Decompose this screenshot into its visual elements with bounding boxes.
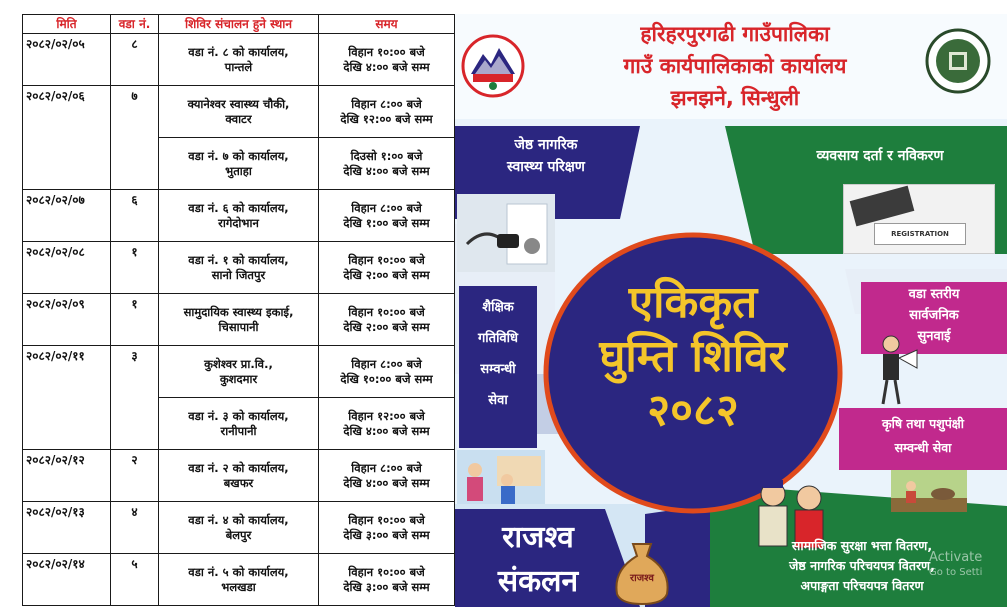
row-ward: २ (111, 450, 159, 502)
registration-label: REGISTRATION (874, 223, 966, 245)
camp-title-line1: एकिकृत (628, 277, 758, 328)
social-line3: अपाङ्गता परिचयपत्र वितरण (800, 578, 924, 593)
registration-photo (843, 184, 995, 254)
agriculture-box (839, 408, 1007, 470)
time-line1: विहान ८:०० बजे (351, 460, 422, 475)
place-line1: वडा नं. ५ को कार्यालय, (188, 564, 289, 579)
senior-health-box (461, 134, 631, 178)
place-line1: क्यानेश्वर स्वास्थ्य चौकी, (187, 96, 290, 111)
row-ward: १ (111, 294, 159, 346)
row-time (319, 294, 455, 346)
money-bag-label: राजश्व (630, 573, 654, 584)
time-line1: विहान १२:०० बजे (348, 408, 425, 423)
row-ward: ८ (111, 34, 159, 86)
watermark-line2: Go to Setti (929, 567, 983, 578)
speaker-figure-icon (869, 332, 921, 406)
public-hearing-line3: सुनवाई (917, 329, 951, 344)
camp-schedule-table (22, 14, 455, 606)
time-line1: दिउसो १:०० बजे (350, 148, 423, 163)
social-line2: जेष्ठ नागरिक परिचयपत्र वितरण, (789, 558, 935, 573)
row-date: २०८२/०२/०६ (23, 86, 111, 190)
row-place (159, 346, 319, 398)
place-line2: पान्तले (224, 59, 253, 74)
table-header-row (23, 15, 455, 34)
table-row (23, 554, 455, 606)
row-time (319, 554, 455, 606)
row-place (159, 398, 319, 450)
senior-health-line1: जेष्ठ नागरिक (514, 137, 578, 153)
camp-year: २०८२ (647, 385, 739, 436)
education-line3: सम्वन्धी (480, 362, 516, 377)
time-line1: विहान १०:०० बजे (348, 44, 425, 59)
place-line1: वडा नं. ४ को कार्यालय, (188, 512, 289, 527)
business-registration-title: व्यवसाय दर्ता र नविकरण (816, 148, 944, 164)
public-hearing-line1: वडा स्तरीय (908, 287, 960, 302)
place-line2: कुशदमार (219, 371, 258, 386)
row-time (319, 34, 455, 86)
time-line1: विहान १०:०० बजे (348, 564, 425, 579)
header-place: शिविर संचालन हुने स्थान (159, 15, 319, 34)
row-place (159, 242, 319, 294)
row-place (159, 294, 319, 346)
time-line1: विहान १०:०० बजे (348, 252, 425, 267)
office-location: झनझने, सिन्धुली (670, 86, 800, 110)
time-line2: देखि ४:०० बजे सम्म (343, 475, 430, 490)
revenue-collection-title (463, 516, 613, 604)
header-ward: वडा नं. (111, 15, 159, 34)
place-line2: भुताहा (225, 163, 252, 178)
time-line2: देखि ४:०० बजे सम्म (343, 163, 430, 178)
place-line2: रानीपानी (220, 423, 257, 438)
row-place (159, 190, 319, 242)
table-row (23, 502, 455, 554)
row-date: २०८२/०२/१३ (23, 502, 111, 554)
municipality-emblem-logo (461, 34, 525, 98)
place-line1: वडा नं. ६ को कार्यालय, (188, 200, 289, 215)
row-place (159, 554, 319, 606)
time-line1: विहान ८:०० बजे (351, 96, 422, 111)
row-time (319, 86, 455, 138)
activation-watermark (929, 550, 982, 580)
hand-pen-shape (850, 186, 915, 227)
row-ward: ४ (111, 502, 159, 554)
row-time (319, 346, 455, 398)
place-line2: बखफर (223, 475, 254, 490)
farming-photo (891, 470, 967, 512)
revenue-line2: संकलन (497, 564, 579, 599)
office-name: गाउँ कार्यपालिकाको कार्यालय (623, 54, 847, 78)
row-date: २०८२/०२/०९ (23, 294, 111, 346)
table-row (23, 242, 455, 294)
row-time (319, 450, 455, 502)
place-line2: रागेदोभान (218, 215, 259, 230)
row-place (159, 138, 319, 190)
place-line2: बेलपुर (225, 527, 252, 542)
school-children-photo (457, 450, 545, 504)
header-time: समय (319, 15, 455, 34)
place-line1: वडा नं. ७ को कार्यालय, (188, 148, 289, 163)
table-row (23, 34, 455, 86)
row-date: २०८२/०२/०७ (23, 190, 111, 242)
row-place (159, 86, 319, 138)
senior-health-line2: स्वास्थ्य परिक्षण (507, 159, 585, 175)
time-line2: देखि ३:०० बजे सम्म (343, 579, 430, 594)
place-line2: भलखडा (221, 579, 256, 594)
row-time (319, 398, 455, 450)
time-line2: देखि ४:०० बजे सम्म (343, 423, 430, 438)
social-line1: सामाजिक सुरक्षा भत्ता वितरण, (791, 538, 933, 553)
education-line1: शैक्षिक (482, 300, 514, 315)
place-line1: वडा नं. १ को कार्यालय, (188, 252, 289, 267)
round-seal-logo (925, 28, 991, 94)
watermark-line1: Activate (929, 550, 983, 565)
agriculture-line1: कृषि तथा पशुपंक्षी (881, 416, 965, 431)
row-time (319, 242, 455, 294)
place-line1: कुशेश्वर प्रा.वि., (204, 356, 273, 371)
time-line1: विहान १०:०० बजे (348, 304, 425, 319)
time-line2: देखि १०:०० बजे सम्म (340, 371, 433, 386)
agriculture-line2: सम्वन्धी सेवा (894, 440, 952, 455)
blood-pressure-photo (457, 194, 555, 272)
table-row (23, 450, 455, 502)
education-services-box (459, 286, 537, 448)
education-line2: गतिविधि (477, 331, 519, 346)
education-line4: सेवा (488, 393, 508, 408)
time-line2: देखि २:०० बजे सम्म (343, 267, 430, 282)
row-ward: ७ (111, 86, 159, 190)
row-date: २०८२/०२/१४ (23, 554, 111, 606)
time-line1: विहान १०:०० बजे (348, 512, 425, 527)
camp-poster (455, 14, 1007, 607)
place-line1: वडा नं. ३ को कार्यालय, (188, 408, 289, 423)
row-place (159, 34, 319, 86)
table-row (23, 86, 455, 138)
row-ward: १ (111, 242, 159, 294)
header-date: मिति (23, 15, 111, 34)
time-line2: देखि ३:०० बजे सम्म (343, 527, 430, 542)
revenue-line1: राजश्व (502, 520, 574, 555)
table-row (23, 190, 455, 242)
time-line2: देखि १:०० बजे सम्म (343, 215, 430, 230)
place-line2: चिसापानी (218, 319, 259, 334)
row-time (319, 190, 455, 242)
row-time (319, 502, 455, 554)
place-line1: वडा नं. ८ को कार्यालय, (188, 44, 289, 59)
row-ward: ६ (111, 190, 159, 242)
row-date: २०८२/०२/०५ (23, 34, 111, 86)
row-time (319, 138, 455, 190)
row-date: २०८२/०२/१२ (23, 450, 111, 502)
table-row (23, 294, 455, 346)
table-row (23, 346, 455, 398)
time-line2: देखि १२:०० बजे सम्म (340, 111, 433, 126)
row-place (159, 502, 319, 554)
camp-title (545, 276, 841, 438)
row-ward: ५ (111, 554, 159, 606)
row-date: २०८२/०२/११ (23, 346, 111, 450)
row-place (159, 450, 319, 502)
public-hearing-line2: सार्वजनिक (909, 308, 959, 323)
row-date: २०८२/०२/०८ (23, 242, 111, 294)
row-ward: ३ (111, 346, 159, 450)
time-line1: विहान ८:०० बजे (351, 200, 422, 215)
place-line2: क्वाटर (225, 111, 252, 126)
place-line1: सामुदायिक स्वास्थ्य इकाई, (183, 304, 294, 319)
place-line2: सानो जितपुर (211, 267, 266, 282)
camp-title-line2: घुम्ति शिविर (599, 331, 787, 382)
place-line1: वडा नं. २ को कार्यालय, (188, 460, 289, 475)
municipality-name: हरिहरपुरगढी गाउँपालिका (640, 22, 830, 46)
time-line1: विहान ८:०० बजे (351, 356, 422, 371)
time-line2: देखि ४:०० बजे सम्म (343, 59, 430, 74)
time-line2: देखि २:०० बजे सम्म (343, 319, 430, 334)
